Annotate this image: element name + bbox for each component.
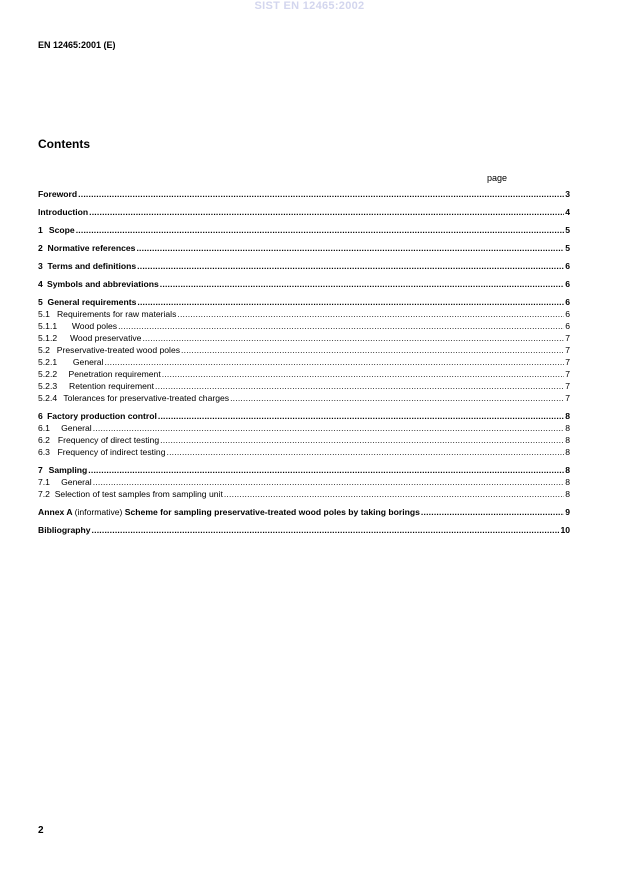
- toc-entry-page: 3: [565, 189, 570, 199]
- toc-entry-5-2-4[interactable]: [38, 392, 570, 404]
- toc-entry-number: 7: [38, 465, 43, 475]
- toc-entry-symbols[interactable]: [38, 278, 570, 290]
- toc-entry-5-1[interactable]: [38, 308, 570, 320]
- toc-entry-page: 7: [565, 393, 570, 403]
- leader-dots: [137, 260, 564, 272]
- toc-entry-number: 5.2.4: [38, 393, 58, 403]
- toc-entry-number: 5.2: [38, 345, 50, 355]
- toc-entry-page: 6: [565, 309, 570, 319]
- leader-dots: [118, 320, 564, 332]
- leader-dots: [162, 368, 565, 380]
- document-id: EN 12465:2001 (E): [38, 40, 116, 50]
- toc-entry-6-3[interactable]: [38, 446, 570, 458]
- toc-entry-page: 8: [565, 477, 570, 487]
- toc-entry-number: 6: [38, 411, 43, 421]
- page-column-label: page: [487, 173, 508, 183]
- toc-entry-title: General: [61, 477, 92, 487]
- toc-entry-number: 7.2: [38, 489, 50, 499]
- toc-entry-factory-production-control[interactable]: [38, 410, 570, 422]
- toc-entry-title: Factory production control: [47, 411, 157, 421]
- page-number: 2: [38, 825, 44, 836]
- toc-entry-introduction[interactable]: [38, 206, 570, 218]
- toc-entry-title: Selection of test samples from sampling unit: [54, 489, 223, 499]
- toc-entry-page: 8: [565, 447, 570, 457]
- toc-entry-general-requirements[interactable]: [38, 296, 570, 308]
- toc-entry-title: Normative references: [47, 243, 136, 253]
- toc-entry-title: Introduction: [38, 207, 89, 217]
- leader-dots: [181, 344, 564, 356]
- toc-entry-page: 8: [565, 489, 570, 499]
- toc-entry-5-2-3[interactable]: [38, 380, 570, 392]
- toc-entry-page: 8: [565, 411, 570, 421]
- toc-entry-5-2-2[interactable]: [38, 368, 570, 380]
- toc-entry-page: 7: [565, 369, 570, 379]
- toc-entry-sampling[interactable]: [38, 464, 570, 476]
- toc-entry-page: 5: [565, 243, 570, 253]
- leader-dots: [76, 224, 565, 236]
- toc-entry-title: Foreword: [38, 189, 78, 199]
- toc-entry-number: 4: [38, 279, 43, 289]
- toc-entry-title: General: [61, 423, 92, 433]
- leader-dots: [78, 188, 564, 200]
- toc-entry-7-2[interactable]: [38, 488, 570, 500]
- toc-entry-number: 6.1: [38, 423, 50, 433]
- leader-dots: [93, 422, 565, 434]
- toc-entry-foreword[interactable]: [38, 188, 570, 200]
- annex-label: Annex A: [38, 507, 73, 517]
- toc-entry-title: Retention requirement: [69, 381, 155, 391]
- leader-dots: [137, 296, 564, 308]
- toc-entry-title: Wood poles: [71, 321, 118, 331]
- toc-entry-number: 5.2.1: [38, 357, 58, 367]
- leader-dots: [166, 446, 564, 458]
- toc-entry-page: 7: [565, 333, 570, 343]
- leader-dots: [177, 308, 564, 320]
- toc-entry-title: Bibliography: [38, 525, 91, 535]
- toc-entry-title: Penetration requirement: [68, 369, 161, 379]
- leader-dots: [224, 488, 564, 500]
- leader-dots: [92, 524, 560, 536]
- leader-dots: [104, 356, 564, 368]
- toc-entry-title: Wood preservative: [69, 333, 142, 343]
- watermark: SIST EN 12465:2002: [254, 0, 365, 12]
- toc-entry-page: 10: [560, 525, 570, 535]
- toc-entry-title-group: [38, 506, 420, 518]
- toc-entry-page: 9: [565, 507, 570, 517]
- toc-entry-page: 6: [565, 261, 570, 271]
- leader-dots: [158, 410, 564, 422]
- toc-entry-page: 8: [565, 435, 570, 445]
- toc-entry-number: 7.1: [38, 477, 50, 487]
- toc-entry-title: Requirements for raw materials: [56, 309, 177, 319]
- leader-dots: [421, 506, 564, 518]
- toc-entry-number: 5.1.1: [38, 321, 58, 331]
- toc-entry-terms-definitions[interactable]: [38, 260, 570, 272]
- toc-entry-page: 8: [565, 423, 570, 433]
- toc-entry-number: 3: [38, 261, 43, 271]
- toc-entry-title: Sampling: [48, 465, 88, 475]
- toc-entry-page: 7: [565, 345, 570, 355]
- toc-entry-page: 4: [565, 207, 570, 217]
- toc-entry-5-2-1[interactable]: [38, 356, 570, 368]
- toc-entry-number: 2: [38, 243, 43, 253]
- toc-entry-scope[interactable]: [38, 224, 570, 236]
- toc-entry-title: Scheme for sampling preservative-treated wood poles by taking borings: [124, 507, 420, 517]
- toc-entry-number: 5.2.2: [38, 369, 58, 379]
- toc-entry-title: Frequency of direct testing: [57, 435, 160, 445]
- leader-dots: [89, 206, 564, 218]
- toc-entry-title: Tolerances for preservative-treated charges: [63, 393, 230, 403]
- toc-entry-page: 7: [565, 381, 570, 391]
- toc-entry-page: 6: [565, 279, 570, 289]
- toc-entry-5-1-2[interactable]: [38, 332, 570, 344]
- toc-entry-7-1[interactable]: [38, 476, 570, 488]
- leader-dots: [160, 434, 564, 446]
- toc-entry-page: 5: [565, 225, 570, 235]
- toc-entry-normative-references[interactable]: [38, 242, 570, 254]
- leader-dots: [230, 392, 564, 404]
- toc-entry-number: 6.2: [38, 435, 50, 445]
- toc-entry-number: 5: [38, 297, 43, 307]
- toc-entry-page: 8: [565, 465, 570, 475]
- toc-entry-6-1[interactable]: [38, 422, 570, 434]
- leader-dots: [88, 464, 564, 476]
- toc-entry-number: 5.1: [38, 309, 50, 319]
- table-of-contents: [38, 188, 570, 536]
- toc-entry-title: Terms and definitions: [47, 261, 137, 271]
- leader-dots: [93, 476, 565, 488]
- leader-dots: [160, 278, 564, 290]
- toc-entry-bibliography[interactable]: [38, 524, 570, 536]
- toc-entry-page: 7: [565, 357, 570, 367]
- toc-entry-5-1-1[interactable]: [38, 320, 570, 332]
- toc-entry-6-2[interactable]: [38, 434, 570, 446]
- toc-entry-number: 5.1.2: [38, 333, 58, 343]
- annex-note: (informative): [74, 507, 123, 517]
- toc-entry-title: Symbols and abbreviations: [47, 279, 159, 289]
- toc-entry-page: 6: [565, 297, 570, 307]
- leader-dots: [136, 242, 564, 254]
- toc-entry-5-2[interactable]: [38, 344, 570, 356]
- toc-entry-number: 5.2.3: [38, 381, 58, 391]
- toc-entry-number: 6.3: [38, 447, 50, 457]
- toc-entry-title: Scope: [48, 225, 75, 235]
- toc-entry-title: Frequency of indirect testing: [57, 447, 166, 457]
- toc-entry-title: Preservative-treated wood poles: [56, 345, 181, 355]
- toc-entry-number: 1: [38, 225, 43, 235]
- leader-dots: [155, 380, 564, 392]
- toc-entry-title: General: [72, 357, 104, 367]
- toc-entry-page: 6: [565, 321, 570, 331]
- page-title: Contents: [38, 137, 90, 151]
- leader-dots: [142, 332, 564, 344]
- toc-entry-annex-a[interactable]: [38, 506, 570, 518]
- toc-entry-title: General requirements: [47, 297, 137, 307]
